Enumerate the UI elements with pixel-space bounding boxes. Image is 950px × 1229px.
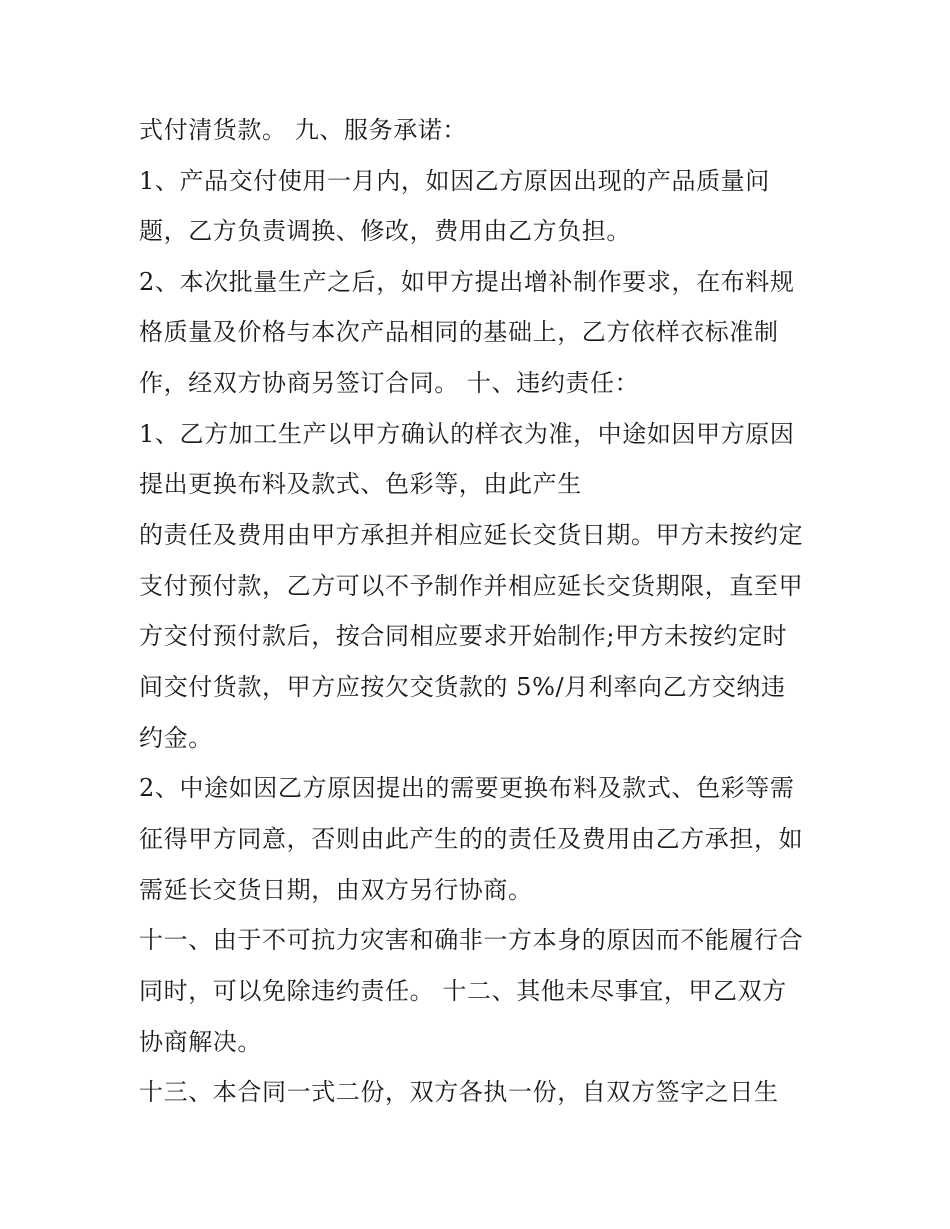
- text-line: 需延长交货日期，由双方另行协商。: [139, 876, 533, 904]
- text-line: 方交付预付款后，按合同相应要求开始制作;甲方未按约定时: [139, 622, 788, 650]
- text-line: 1、产品交付使用一月内，如因乙方原因出现的产品质量问: [139, 167, 770, 195]
- text-line: 的责任及费用由甲方承担并相应延长交货日期。甲方未按约定: [139, 521, 804, 549]
- text-line: 十三、本合同一式二份，双方各执一份，自双方签字之日生: [139, 1078, 779, 1106]
- text-line: 同时，可以免除违约责任。 十二、其他未尽事宜，甲乙双方: [139, 977, 787, 1005]
- text-line: 1、乙方加工生产以甲方确认的样衣为准，中途如因甲方原因: [139, 420, 795, 448]
- text-line: 协商解决。: [139, 1028, 262, 1056]
- text-line: 征得甲方同意，否则由此产生的的责任及费用由乙方承担，如: [139, 825, 804, 853]
- text-line: 式付清货款。 九、服务承诺：: [139, 116, 468, 144]
- text-line: 题，乙方负责调换、修改，费用由乙方负担。: [139, 217, 631, 245]
- text-line: 提出更换布料及款式、色彩等，由此产生: [139, 470, 582, 498]
- text-line: 作，经双方协商另签订合同。 十、违约责任：: [139, 369, 640, 397]
- text-line: 间交付货款，甲方应按欠交货款的 5%/月利率向乙方交纳违: [139, 673, 786, 701]
- text-line: 2、本次批量生产之后，如甲方提出增补制作要求，在布料规: [139, 268, 795, 296]
- text-line: 十一、由于不可抗力灾害和确非一方本身的原因而不能履行合: [139, 926, 804, 954]
- text-line: 2、中途如因乙方原因提出的需要更换布料及款式、色彩等需: [139, 774, 795, 802]
- text-line: 约金。: [139, 724, 213, 752]
- text-line: 格质量及价格与本次产品相同的基础上，乙方依样衣标准制: [139, 318, 779, 346]
- text-line: 支付预付款，乙方可以不予制作并相应延长交货期限，直至甲: [139, 572, 804, 600]
